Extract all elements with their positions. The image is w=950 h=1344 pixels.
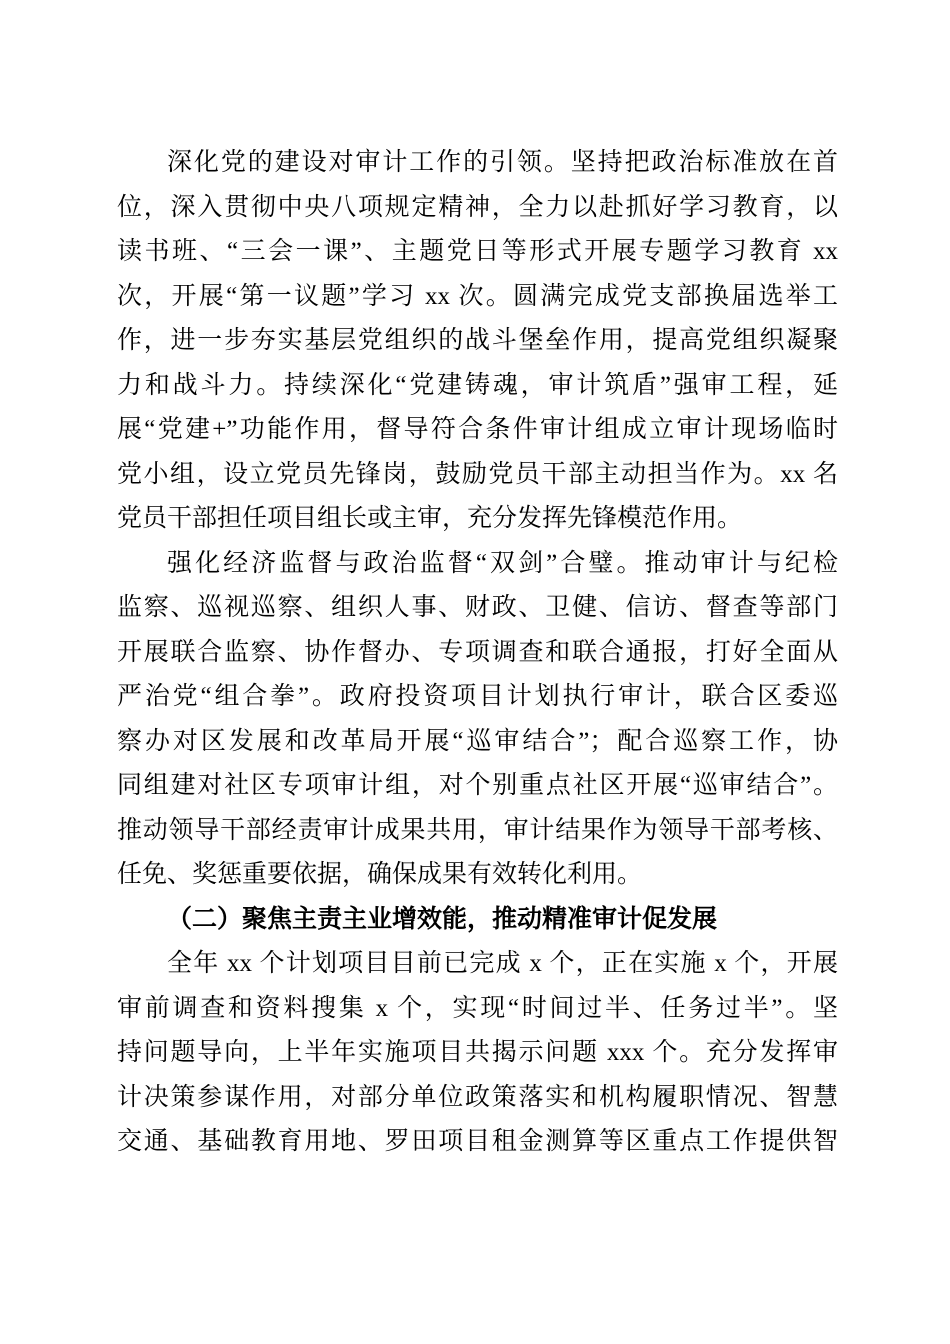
text-line: 监察、巡视巡察、组织人事、财政、卫健、信访、督查等部门 bbox=[117, 594, 838, 621]
document-body-text bbox=[117, 141, 838, 1165]
text-line: 展“党建+”功能作用，督导符合条件审计组成立审计现场临时 bbox=[117, 416, 838, 443]
text-line: 开展联合监察、协作督办、专项调查和联合通报，打好全面从 bbox=[117, 638, 838, 666]
text-line: 读书班、“三会一课”、主题党日等形式开展专题学习教育 xx bbox=[117, 238, 838, 265]
text-line: 同组建对社区专项审计组，对个别重点社区开展“巡审结合”。 bbox=[117, 772, 838, 799]
text-line: 持问题导向，上半年实施项目共揭示问题 xxx 个。充分发挥审 bbox=[117, 1039, 838, 1066]
text-line: 审前调查和资料搜集 x 个，实现“时间过半、任务过半”。坚 bbox=[117, 994, 838, 1022]
section-heading: （二）聚焦主责主业增效能，推动精准审计促发展 bbox=[167, 905, 718, 933]
text-line: 察办对区发展和改革局开展“巡审结合”；配合巡察工作，协 bbox=[117, 727, 838, 755]
text-line: 党小组，设立党员先锋岗，鼓励党员干部主动担当作为。xx 名 bbox=[117, 460, 838, 488]
text-line: 深化党的建设对审计工作的引领。坚持把政治标准放在首 bbox=[167, 149, 838, 176]
text-line: 计决策参谋作用，对部分单位政策落实和机构履职情况、智慧 bbox=[117, 1083, 838, 1111]
text-line: 力和战斗力。持续深化“党建铸魂，审计筑盾”强审工程，延 bbox=[117, 371, 838, 399]
text-line: 次，开展“第一议题”学习 xx 次。圆满完成党支部换届选举工 bbox=[117, 282, 838, 310]
text-line: 作，进一步夯实基层党组织的战斗堡垒作用，提高党组织凝聚 bbox=[117, 327, 838, 354]
text-line: 党员干部担任项目组长或主审，充分发挥先锋模范作用。 bbox=[117, 505, 743, 532]
text-line: 位，深入贯彻中央八项规定精神，全力以赴抓好学习教育，以 bbox=[117, 193, 838, 221]
text-line: 严治党“组合拳”。政府投资项目计划执行审计，联合区委巡 bbox=[117, 683, 838, 710]
text-line: 任免、奖惩重要依据，确保成果有效转化利用。 bbox=[117, 861, 643, 888]
text-line: 强化经济监督与政治监督“双剑”合璧。推动审计与纪检 bbox=[167, 549, 838, 577]
text-line: 推动领导干部经责审计成果共用，审计结果作为领导干部考核、 bbox=[117, 816, 838, 844]
text-line: 全年 xx 个计划项目目前已完成 x 个，正在实施 x 个，开展 bbox=[167, 950, 838, 977]
text-line: 交通、基础教育用地、罗田项目租金测算等区重点工作提供智 bbox=[117, 1128, 838, 1155]
